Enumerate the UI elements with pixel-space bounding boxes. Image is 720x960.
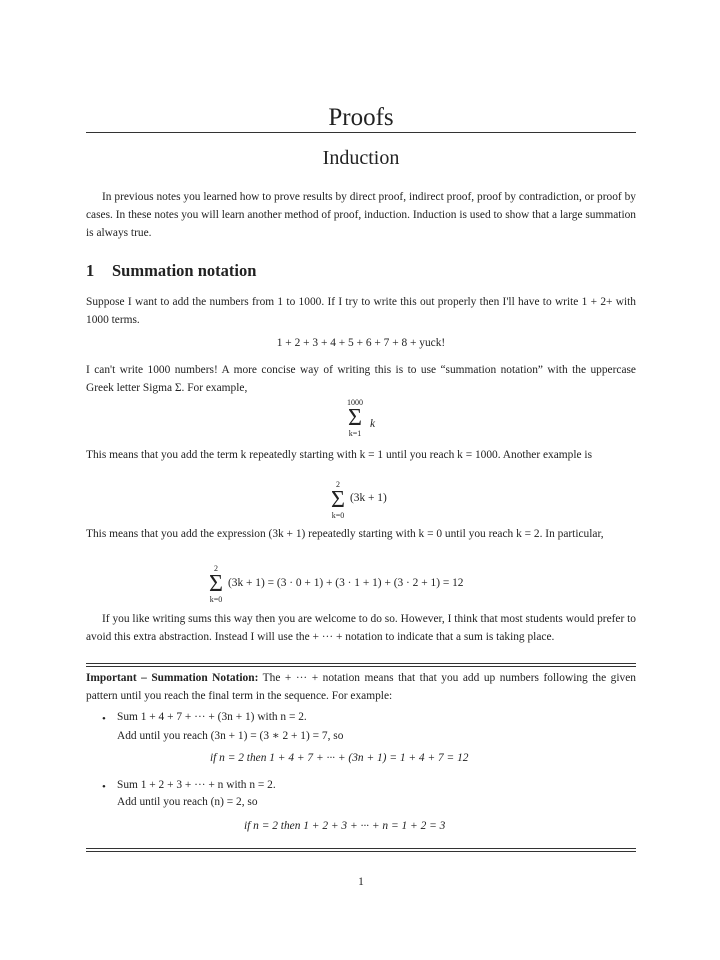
important-top-rule — [86, 663, 636, 664]
paragraph-1: Suppose I want to add the numbers from 1 to 1000. If I try to write this out properly then I'll have to write 1 + 2+ with 1000 terms. — [86, 296, 636, 326]
important-bottom-rule — [86, 848, 636, 849]
bullet-2-line-1: Sum 1 + 2 + 3 + ··· + n with n = 2. — [117, 779, 276, 791]
document-page — [86, 0, 636, 960]
sigma-icon: Σ — [331, 487, 345, 513]
page-subtitle: Induction — [322, 147, 400, 169]
sum-2-lower: k=0 — [331, 511, 345, 520]
sum-1-operator — [340, 398, 370, 438]
bullet-icon: • — [102, 781, 106, 793]
sum-2-body: (3k + 1) — [350, 492, 387, 504]
important-bottom-rule-2 — [86, 851, 636, 852]
sum-3-lower: k=0 — [209, 595, 223, 604]
section-title: Summation notation — [112, 261, 257, 280]
sum-1-lower: k=1 — [348, 429, 362, 438]
bullet-2-line-2: Add until you reach (n) = 2, so — [117, 796, 258, 808]
paragraph-2: I can't write 1000 numbers! A more concise way of writing this is to use “summation notation” with the uppercase Greek letter Sigma Σ. For example, — [86, 364, 636, 394]
bullet-2-equation: if n = 2 then 1 + 2 + 3 + ··· + n = 1 + 2 = 3 — [244, 820, 446, 832]
important-text: The + ··· + notation means that that you add up numbers following the given pattern until you reach the final term in the sequence. For example: — [86, 672, 636, 702]
bullet-icon: • — [102, 713, 106, 725]
sum-3-body: (3k + 1) = (3 · 0 + 1) + (3 · 1 + 1) + (3 · 2 + 1) = 12 — [228, 577, 464, 589]
sum-3-operator — [204, 564, 228, 604]
sum-1-upper: 1000 — [347, 398, 363, 407]
intro-paragraph: In previous notes you learned how to prove results by direct proof, indirect proof, proof by contradiction, or proof by cases. In these notes you will learn another method of proof, induction. Induction is used to show that a large summation is always true. — [86, 191, 636, 239]
important-box-text — [86, 669, 636, 705]
section-number: 1 — [86, 261, 95, 280]
sigma-icon: Σ — [209, 571, 223, 597]
sum-3-upper: 2 — [214, 564, 218, 573]
equation-yuck: 1 + 2 + 3 + 4 + 5 + 6 + 7 + 8 + yuck! — [276, 337, 446, 349]
sigma-icon: Σ — [348, 405, 362, 431]
important-top-rule-2 — [86, 666, 636, 667]
sum-2-operator — [326, 480, 350, 520]
sum-2-upper: 2 — [336, 480, 340, 489]
paragraph-4: This means that you add the expression (3k + 1) repeatedly starting with k = 0 until you reach k = 2. In particular, — [86, 528, 604, 540]
sum-1-body: k — [370, 418, 376, 430]
paragraph-5: If you like writing sums this way then you are welcome to do so. However, I think that most students would prefer to avoid this extra abstraction. Instead I will use the + ··· + notation to indicate that a sum is taking place. — [86, 613, 636, 643]
paragraph-3: This means that you add the term k repeatedly starting with k = 1 until you reach k = 1000. Another example is — [86, 449, 593, 461]
important-label: Important – Summation Notation: — [86, 672, 259, 684]
page-number: 1 — [358, 876, 364, 888]
section-heading — [86, 261, 256, 281]
bullet-1-equation: if n = 2 then 1 + 4 + 7 + ··· + (3n + 1) = 1 + 4 + 7 = 12 — [210, 752, 469, 764]
bullet-1-line-2: Add until you reach (3n + 1) = (3 ∗ 2 + 1) = 7, so — [117, 730, 344, 742]
title-rule — [86, 132, 636, 133]
bullet-1-line-1: Sum 1 + 4 + 7 + ··· + (3n + 1) with n = 2. — [117, 711, 307, 723]
page-title: Proofs — [328, 104, 394, 131]
